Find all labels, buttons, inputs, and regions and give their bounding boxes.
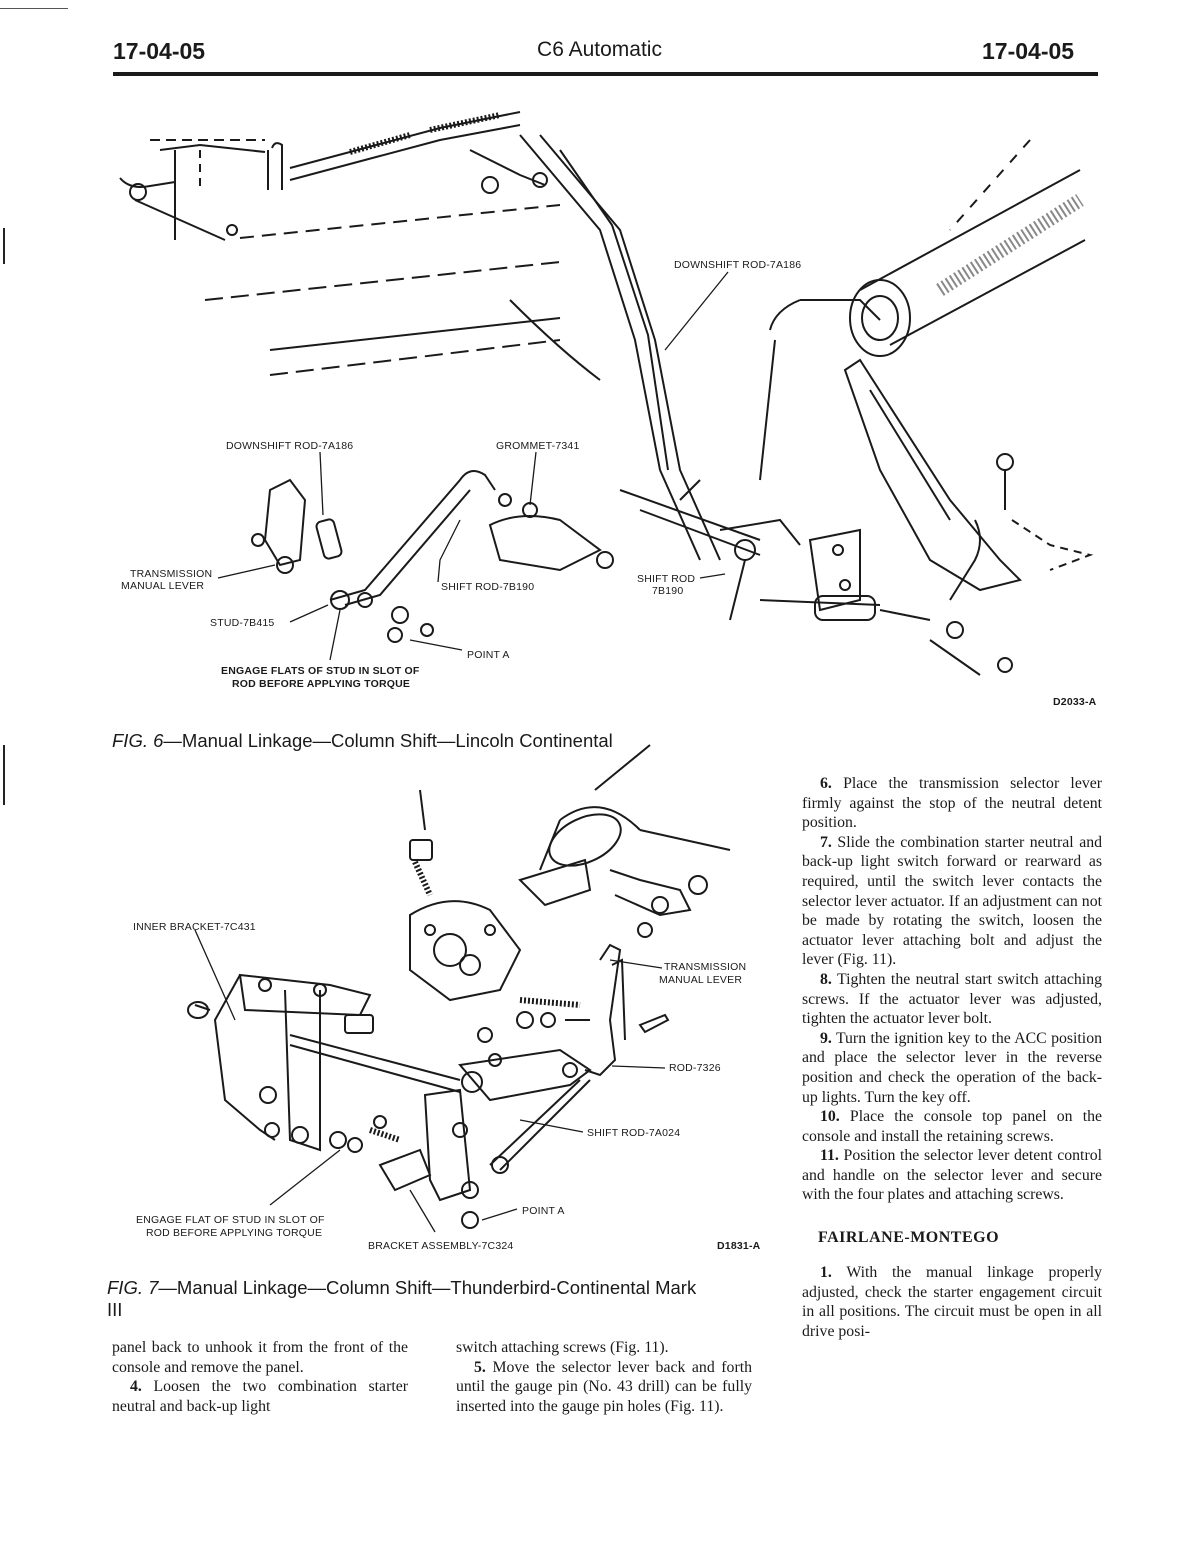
page-title: C6 Automatic (537, 38, 662, 61)
page-number-right: 17-04-05 (982, 38, 1075, 64)
step-9-text: Turn the ignition key to the ACC position and place the selector lever in the reverse position and check the operation of the back-up lights. Turn the key off. (802, 1029, 1102, 1106)
fig7-label-transmission: TRANSMISSION (664, 961, 747, 973)
fig7-label-engage-line1: ENGAGE FLAT OF STUD IN SLOT OF (136, 1214, 325, 1226)
step-11-number: 11. (820, 1147, 839, 1165)
step-1-number: 1. (820, 1264, 832, 1282)
fig7-code: D1831-A (717, 1240, 761, 1252)
step-5 (456, 1358, 752, 1417)
bottom-middle-column (456, 1338, 752, 1416)
fig7-caption (107, 1277, 767, 1321)
fig7-label-shift-rod: SHIFT ROD-7A024 (587, 1127, 681, 1139)
fig6-label-shift-rod-right-number: 7B190 (652, 585, 684, 597)
step-1-text: With the manual linkage properly adjusted, check the starter engagement circuit in all positions. The circuit must be open in all drive posi- (802, 1264, 1102, 1340)
page-number-left: 17-04-05 (113, 38, 206, 64)
step-5-number: 5. (474, 1358, 486, 1376)
step-7-text: Slide the combination starter neutral and back-up light switch forward or rearward as required, until the switch lever contacts the selector lever actuator. If an adjustment can not be made by rotating the switch, loosen the actuator lever attaching bolt and adjust the lever (Fig. 11). (802, 833, 1102, 969)
step-9 (802, 1029, 1102, 1107)
step-7 (802, 833, 1102, 970)
step-6 (802, 774, 1102, 833)
fig6-label-downshift-rod-upper: DOWNSHIFT ROD-7A186 (674, 259, 802, 271)
continued-paragraph: panel back to unhook it from the front of the console and remove the panel. (112, 1339, 408, 1376)
step-6-text: Place the transmission selector lever firmly against the stop of the neutral detent position. (802, 775, 1102, 832)
fig6-label-grommet: GROMMET-7341 (496, 440, 580, 452)
step-7-number: 7. (820, 833, 832, 851)
fig6-caption-text: —Manual Linkage—Column Shift—Lincoln Continental (163, 730, 613, 751)
fig6-label-downshift-rod-lower: DOWNSHIFT ROD-7A186 (226, 440, 354, 452)
fig6-label-engage-line2: ROD BEFORE APPLYING TORQUE (232, 678, 411, 690)
fig6-label-transmission: TRANSMISSION (130, 568, 213, 580)
step-10-text: Place the console top panel on the console and install the retaining screws. (802, 1108, 1103, 1145)
fig6-label-shift-rod-center: SHIFT ROD-7B190 (441, 581, 535, 593)
fig7-caption-text-line2: III (107, 1299, 123, 1320)
step-5-text: Move the selector lever back and forth until the gauge pin (No. 43 drill) can be fully inserted into the gauge pin holes (Fig. 11). (456, 1358, 753, 1415)
fig6-label-engage-line1: ENGAGE FLATS OF STUD IN SLOT OF (221, 665, 420, 677)
fig6-code: D2033-A (1053, 696, 1097, 708)
fig6-label-stud: STUD-7B415 (210, 617, 275, 629)
step-10 (802, 1107, 1102, 1146)
step-4 (112, 1377, 408, 1416)
fig7-caption-text: —Manual Linkage—Column Shift—Thunderbird-Continental Mark (158, 1277, 697, 1298)
bottom-left-column (112, 1338, 408, 1416)
fig7-label-bracket-assembly: BRACKET ASSEMBLY-7C324 (368, 1240, 514, 1252)
section-heading: FAIRLANE-MONTEGO (818, 1229, 1000, 1247)
step-11 (802, 1146, 1102, 1205)
step-4-number: 4. (130, 1378, 142, 1396)
step-8 (802, 970, 1102, 1029)
fig6-caption-prefix: FIG. 6 (112, 730, 164, 751)
step-8-text: Tighten the neutral start switch attaching screws. If the actuator lever was adjusted, tighten the actuator lever bolt. (802, 970, 1102, 1028)
fig7-label-engage-line2: ROD BEFORE APPLYING TORQUE (146, 1227, 323, 1239)
fig6-label-shift-rod-right: SHIFT ROD (637, 573, 696, 585)
step-10-number: 10. (820, 1108, 840, 1126)
step-11-text: Position the selector lever detent control and handle on the selector lever and secure with the four plates and attaching screws. (802, 1147, 1102, 1204)
step-9-number: 9. (820, 1029, 832, 1047)
fig7-label-point-a: POINT A (522, 1205, 565, 1217)
step-6-number: 6. (820, 775, 832, 792)
fig7-label-inner-bracket: INNER BRACKET-7C431 (133, 921, 256, 933)
fig6-label-manual-lever: MANUAL LEVER (121, 580, 205, 592)
fig6-label-point-a: POINT A (467, 649, 510, 661)
fig7-label-rod: ROD-7326 (669, 1062, 721, 1074)
fig7-caption-prefix: FIG. 7 (107, 1277, 159, 1298)
step-1 (802, 1263, 1102, 1341)
step-8-number: 8. (820, 970, 832, 988)
fig7-label-manual-lever: MANUAL LEVER (659, 974, 743, 986)
step-4-text: Loosen the two combination starter neutral and back-up light (112, 1378, 408, 1415)
continued-paragraph-middle: switch attaching screws (Fig. 11). (456, 1339, 669, 1356)
right-column (802, 774, 1102, 1341)
